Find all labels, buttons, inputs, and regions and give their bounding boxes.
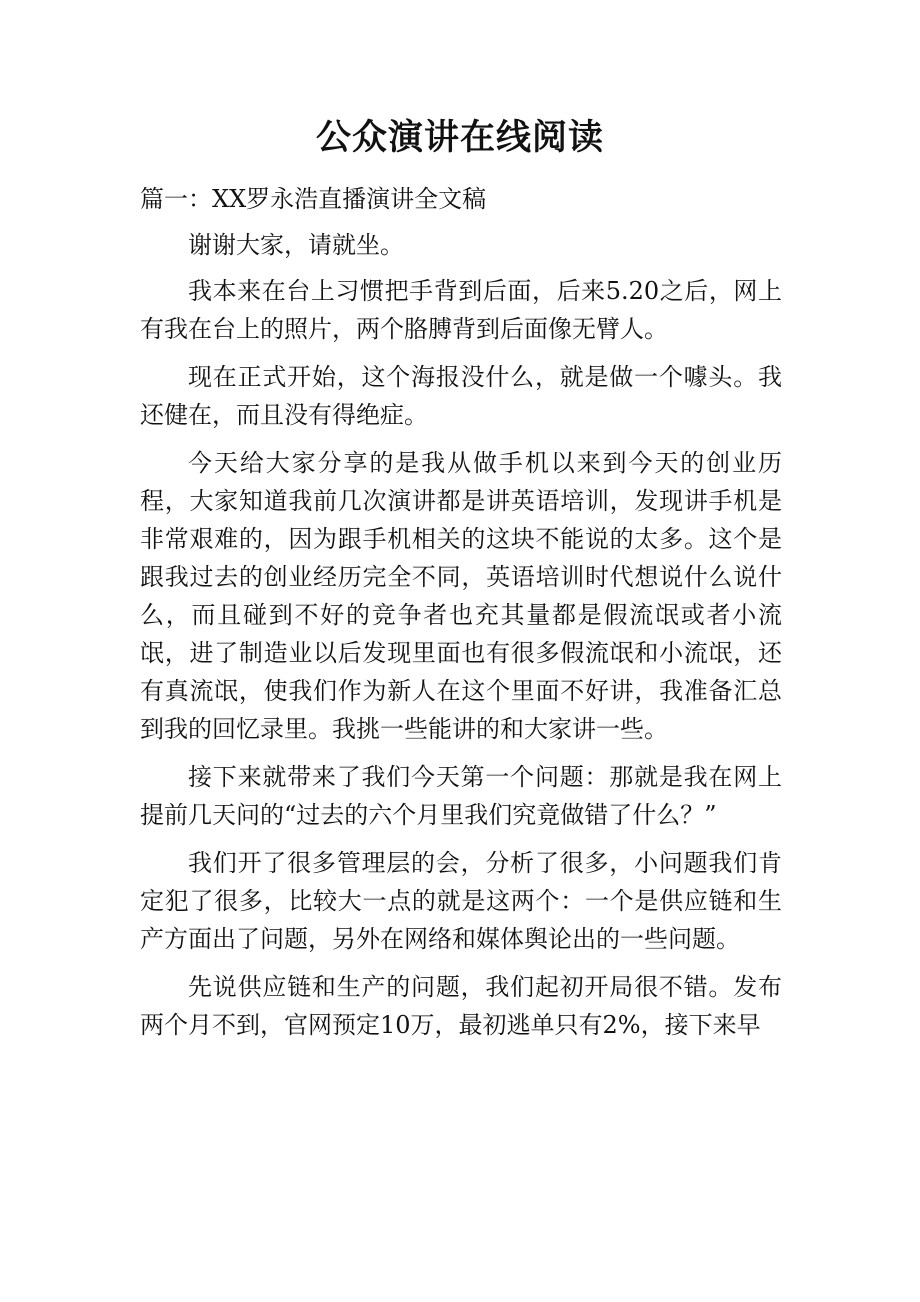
document-body: [140, 180, 782, 1044]
document-title: 公众演讲在线阅读: [315, 117, 604, 158]
paragraph: 谢谢大家，请就坐。: [188, 231, 404, 259]
paragraph: 先说供应链和生产的问题，我们起初开局很不错。发布两个月不到，官网预定10万，最初逃单只有2%，接下来早: [140, 973, 782, 1039]
paragraph: 现在正式开始，这个海报没什么，就是做一个噱头。我还健在，而且没有得绝症。: [140, 363, 782, 429]
paragraph: 接下来就带来了我们今天第一个问题：那就是我在网上提前几天问的“过去的六个月里我们究竟做错了什么？”: [140, 763, 782, 829]
paragraph: 我本来在台上习惯把手背到后面，后来5.20之后，网上有我在台上的照片，两个胳膊背到后面像无臂人。: [140, 277, 782, 343]
paragraph: 今天给大家分享的是我从做手机以来到今天的创业历程，大家知道我前几次演讲都是讲英语培训，发现讲手机是非常艰难的，因为跟手机相关的这块不能说的太多。这个是跟我过去的创业经历完全不同，英语培训时代想说什么说什么，而且碰到不好的竞争者也充其量都是假流氓或者小流氓，进了制造业以后发现里面也有很多假流氓和小流氓，还有真流氓，使我们作为新人在这个里面不好讲，我准备汇总到我的回忆录里。我挑一些能讲的和大家讲一些。: [140, 449, 782, 743]
paragraph: 我们开了很多管理层的会，分析了很多，小问题我们肯定犯了很多，比较大一点的就是这两个：一个是供应链和生产方面出了问题，另外在网络和媒体舆论出的一些问题。: [140, 849, 782, 953]
section-heading: 篇一：XX罗永浩直播演讲全文稿: [140, 185, 487, 213]
